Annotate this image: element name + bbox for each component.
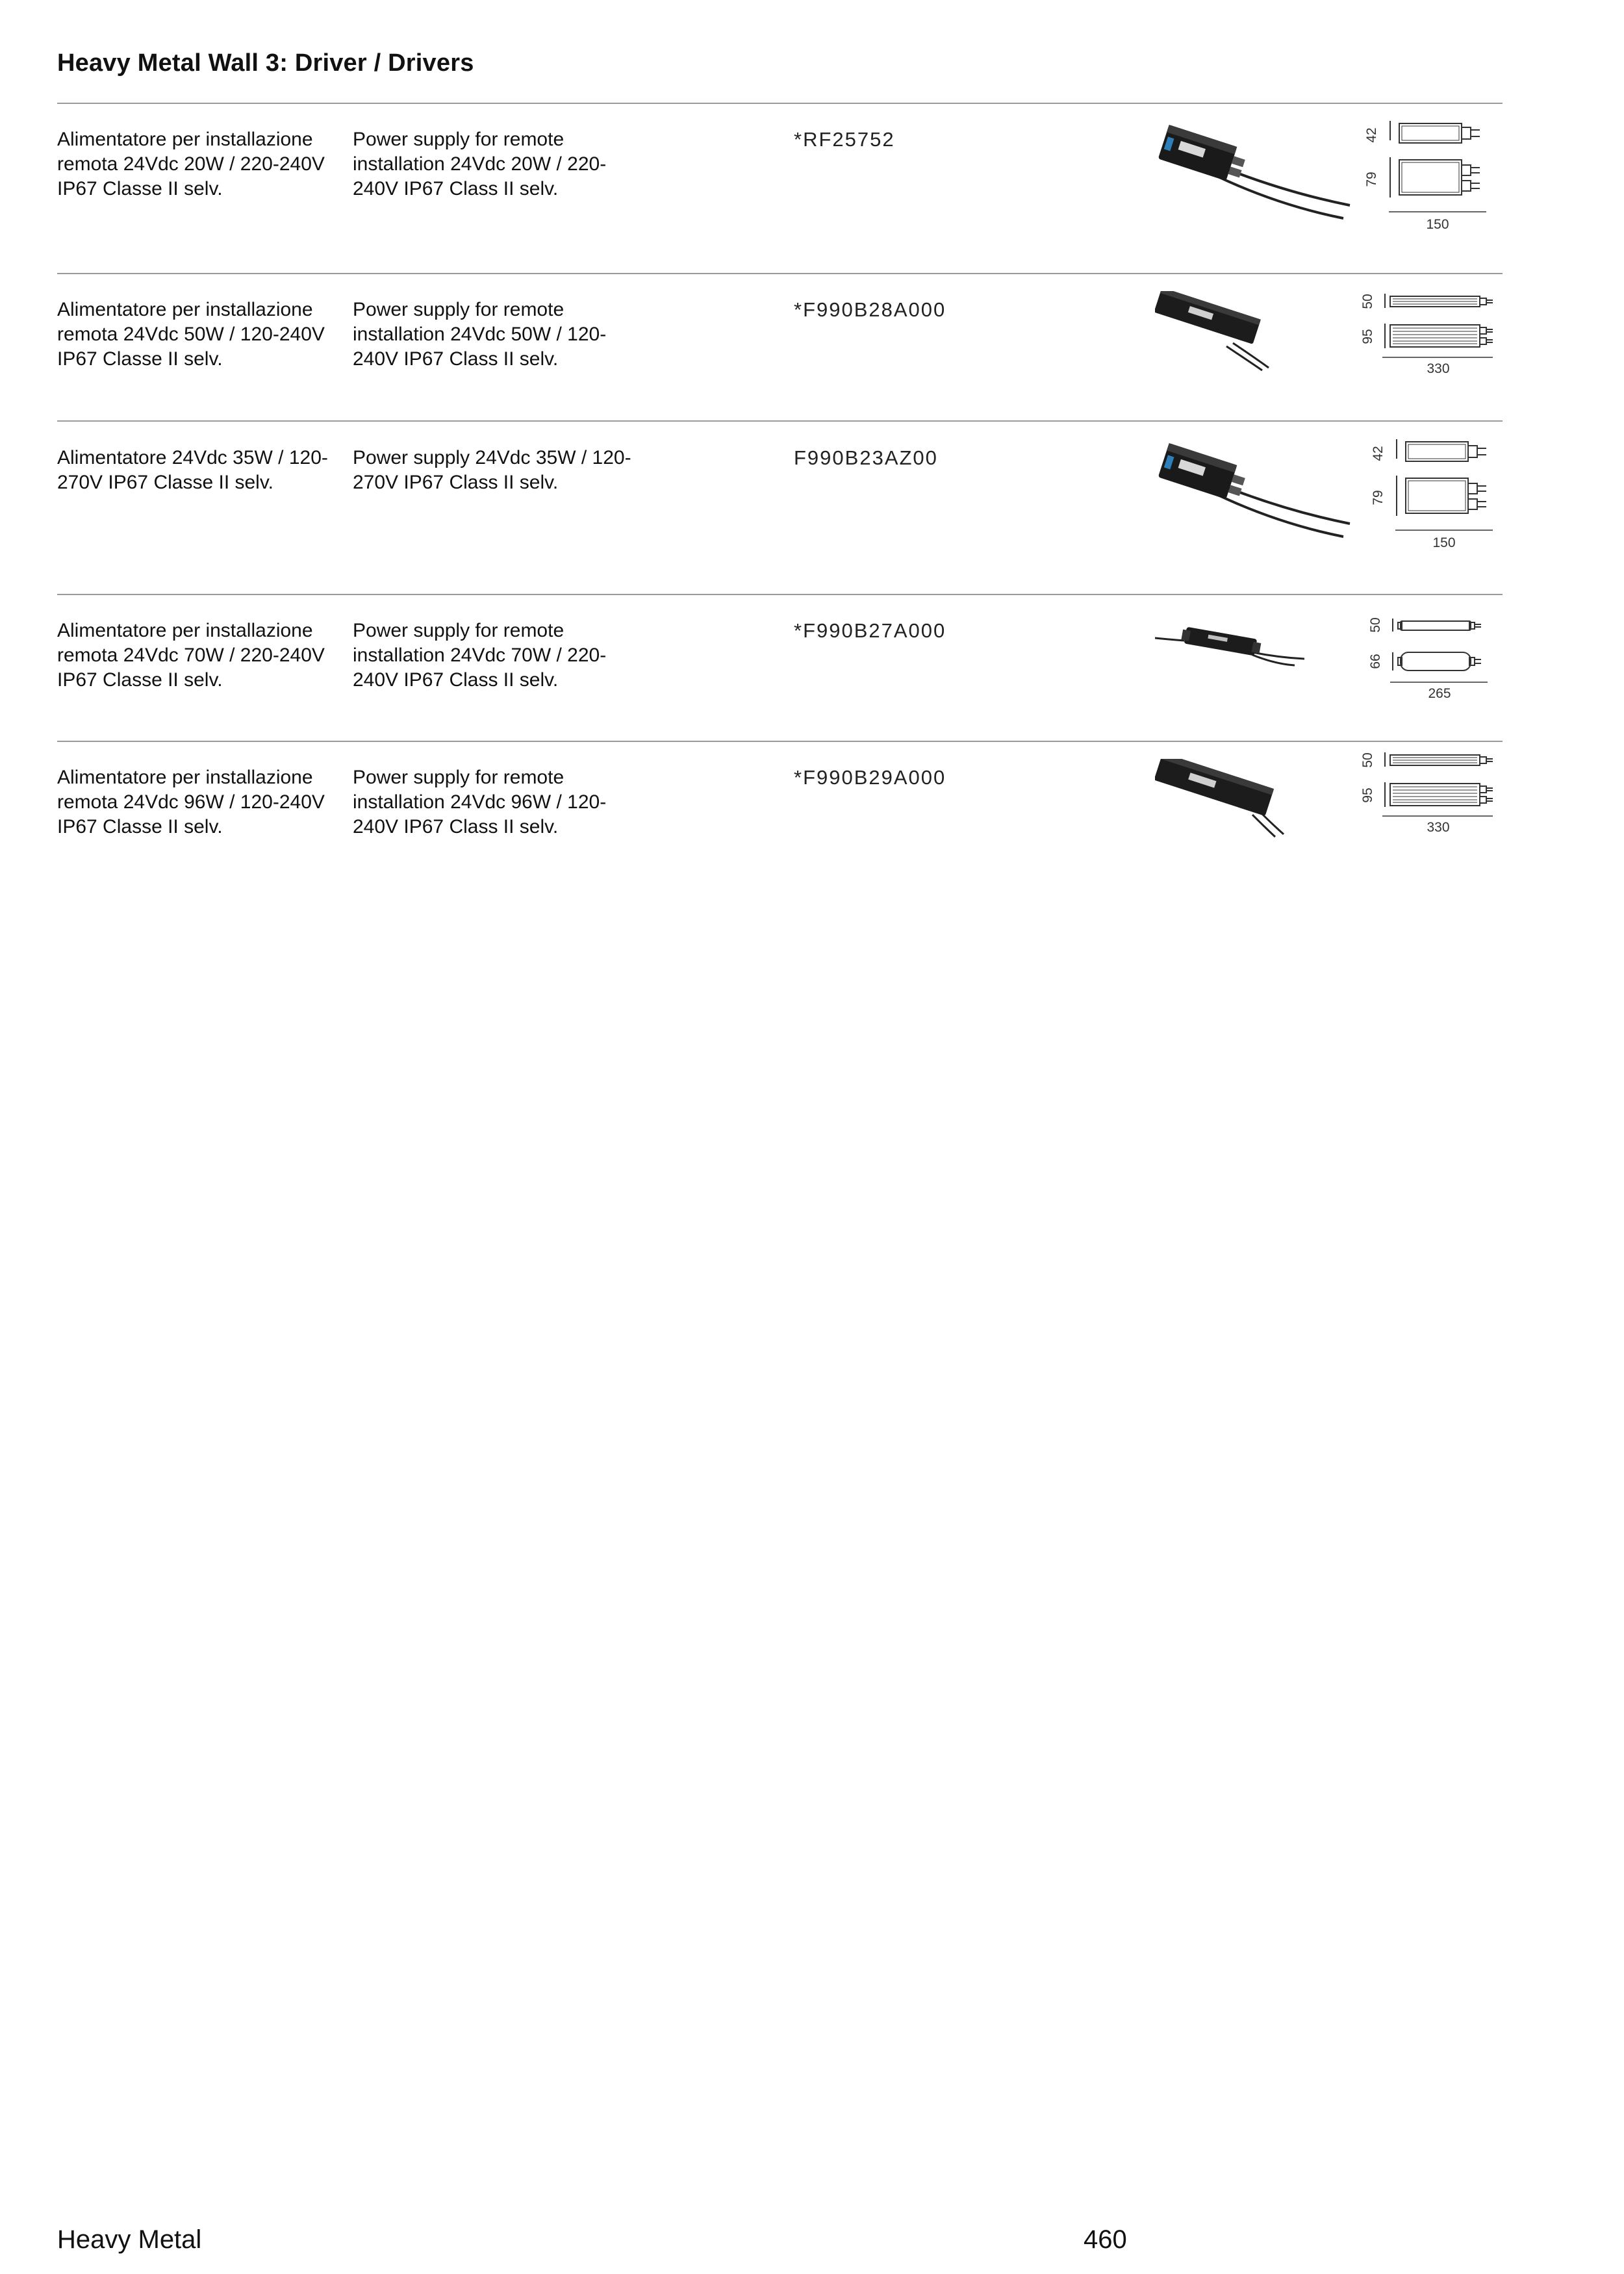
dimension-length: 265: [1428, 686, 1451, 701]
description-english: Power supply for remote installation 24Vdc 96W / 120-240V IP67 Class II selv.: [353, 767, 607, 837]
product-code: *F990B27A000: [794, 619, 946, 642]
dimension-length: 330: [1427, 820, 1450, 835]
dimension-length: 150: [1426, 217, 1449, 232]
dimension-height-top: 42: [1364, 127, 1379, 143]
description-english: Power supply for remote installation 24Vdc 50W / 120-240V IP67 Class II selv.: [353, 299, 607, 370]
power-supply-photo: [1155, 612, 1389, 735]
dimension-drawing: [1356, 606, 1558, 755]
dimension-height-top: 42: [1371, 446, 1386, 461]
power-supply-photo: [1155, 121, 1389, 244]
dimension-height-bottom: 79: [1371, 490, 1386, 505]
product-code: *F990B28A000: [794, 298, 946, 321]
product-code: F990B23AZ00: [794, 446, 938, 469]
divider: [57, 594, 1503, 595]
dimension-drawing: [1356, 752, 1558, 902]
dimension-height-top: 50: [1360, 752, 1375, 768]
product-code: *RF25752: [794, 128, 895, 151]
description-italian: Alimentatore per installazione remota 24Vdc 20W / 220-240V IP67 Classe II selv.: [57, 129, 325, 199]
dimension-height-bottom: 79: [1364, 172, 1379, 187]
page-number: 460: [1084, 2225, 1127, 2254]
description-italian: Alimentatore per installazione remota 24Vdc 50W / 120-240V IP67 Classe II selv.: [57, 299, 325, 370]
footer-section-name: Heavy Metal: [57, 2225, 202, 2254]
divider: [57, 103, 1503, 104]
description-italian: Alimentatore per installazione remota 24Vdc 96W / 120-240V IP67 Classe II selv.: [57, 767, 325, 837]
dimension-height-top: 50: [1360, 294, 1375, 309]
power-supply-photo: [1155, 291, 1389, 415]
dimension-drawing: [1356, 114, 1558, 264]
description-english: Power supply for remote installation 24Vdc 70W / 220-240V IP67 Class II selv.: [353, 620, 607, 691]
dimension-height-bottom: 66: [1368, 654, 1383, 669]
dimension-drawing: [1356, 433, 1558, 582]
divider: [57, 741, 1503, 742]
dimension-height-bottom: 95: [1360, 787, 1375, 803]
product-code: *F990B29A000: [794, 766, 946, 789]
divider: [57, 420, 1503, 422]
description-english: Power supply 24Vdc 35W / 120-270V IP67 Class II selv.: [353, 447, 631, 493]
page-title: Heavy Metal Wall 3: Driver / Drivers: [57, 49, 474, 77]
dimension-drawing: [1356, 285, 1558, 434]
dimension-height-top: 50: [1368, 617, 1383, 633]
dimension-length: 150: [1432, 535, 1456, 550]
dimension-height-bottom: 95: [1360, 329, 1375, 344]
power-supply-photo: [1155, 439, 1389, 563]
description-italian: Alimentatore per installazione remota 24Vdc 70W / 220-240V IP67 Classe II selv.: [57, 620, 325, 691]
description-italian: Alimentatore 24Vdc 35W / 120-270V IP67 Classe II selv.: [57, 447, 328, 493]
power-supply-photo: [1155, 759, 1389, 882]
dimension-length: 330: [1427, 361, 1450, 376]
description-english: Power supply for remote installation 24Vdc 20W / 220-240V IP67 Class II selv.: [353, 129, 607, 199]
divider: [57, 273, 1503, 274]
